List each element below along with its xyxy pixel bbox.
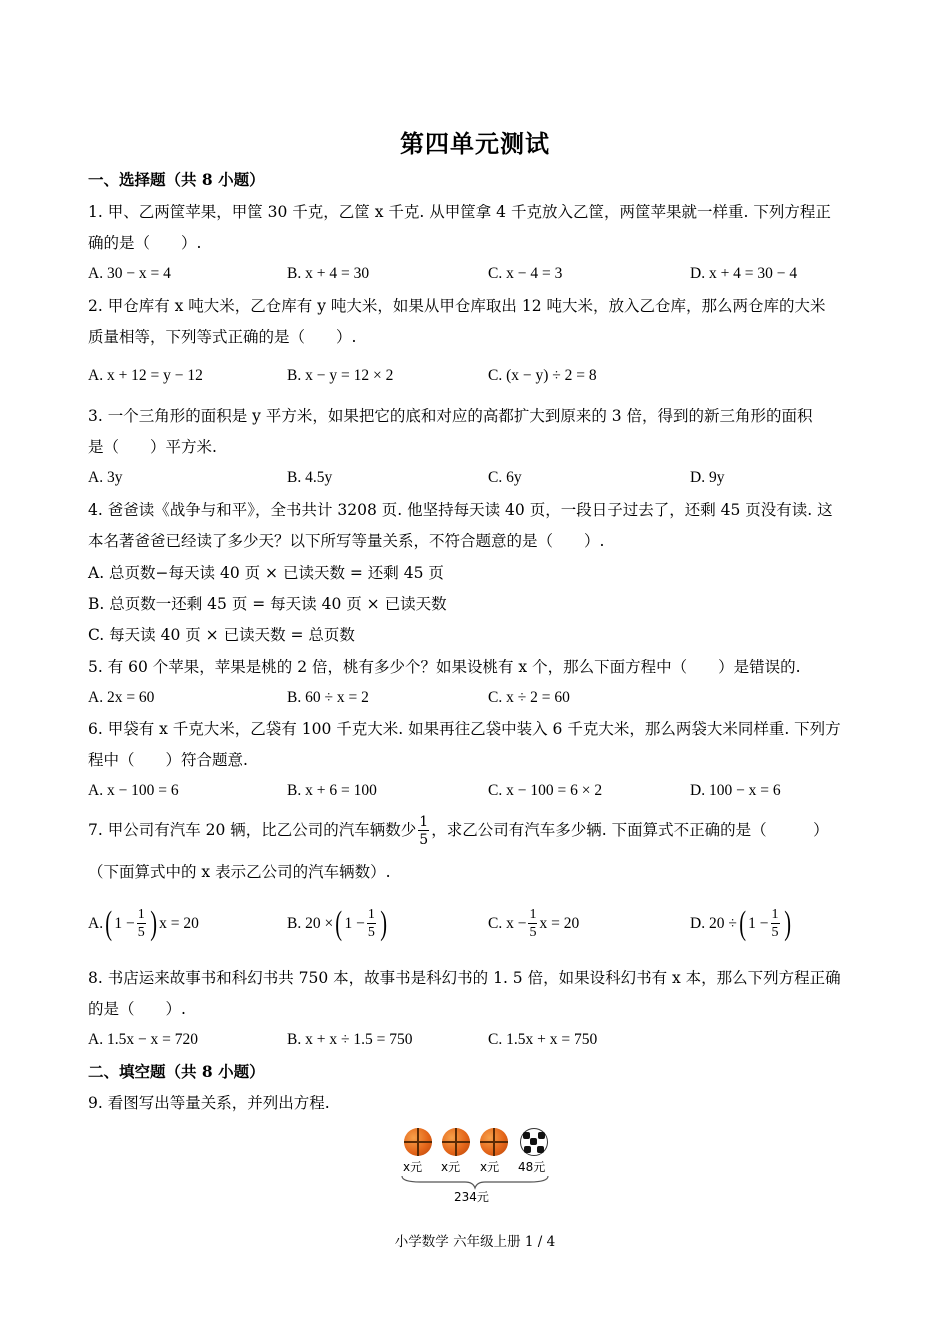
q5-option-c: C. x ÷ 2 = 60: [488, 689, 570, 706]
q7-option-d: [690, 904, 793, 944]
q8-option-c: C. 1.5x + x = 750: [488, 1031, 598, 1048]
fraction-denominator: 5: [419, 832, 429, 848]
soccer-patch: [537, 1146, 544, 1153]
soccer-patch: [524, 1146, 531, 1153]
option-tail: x = 20: [159, 915, 199, 932]
q3-option-a: A. 3y: [88, 469, 123, 486]
right-paren: ): [150, 905, 157, 943]
question-6-text-cont: 程中（ ）符合题意.: [88, 751, 248, 769]
question-9-text: 9. 看图写出等量关系，并列出方程.: [88, 1094, 330, 1112]
left-paren: (: [739, 905, 746, 943]
q2-option-c: C. (x − y) ÷ 2 = 8: [488, 367, 597, 384]
question-7-text: [88, 812, 829, 848]
q3-option-b: B. 4.5y: [287, 469, 333, 486]
question-2-text: 2. 甲仓库有 x 吨大米，乙仓库有 y 吨大米，如果从甲仓库取出 12 吨大米，放入乙仓库，那么两仓库的大米: [88, 297, 826, 315]
soccer-patch: [538, 1132, 545, 1139]
q5-option-a: A. 2x = 60: [88, 689, 155, 706]
price-label: x元: [441, 1160, 461, 1174]
q3-option-c: C. 6y: [488, 469, 522, 486]
q8-option-b: B. x + x ÷ 1.5 = 750: [287, 1031, 413, 1048]
q1-option-c: C. x − 4 = 3: [488, 265, 563, 282]
price-label: 48元: [518, 1160, 546, 1174]
page-title: 第四单元测试: [400, 129, 550, 158]
basketball-icon: [442, 1128, 470, 1156]
fraction-one-fifth: [418, 815, 429, 847]
question-7-text-cont: （下面算式中的 x 表示乙公司的汽车辆数）.: [88, 863, 391, 881]
q7-option-a: [88, 904, 199, 944]
question-7-text-end: ，求乙公司有汽车多少辆. 下面算式不正确的是（ ）: [431, 821, 829, 839]
soccer-patch: [523, 1132, 530, 1139]
question-3-text: 3. 一个三角形的面积是 y 平方米，如果把它的底和对应的高都扩大到原来的 3 倍，得到的新三角形的面积: [88, 407, 813, 425]
q4-option-c: C. 每天读 40 页 × 已读天数 = 总页数: [88, 626, 355, 644]
total-label: 234元: [454, 1190, 489, 1204]
fraction-one-fifth: [771, 908, 780, 940]
section-heading-fill: 二、填空题（共 8 小题）: [88, 1062, 265, 1081]
right-paren: ): [783, 905, 791, 943]
q6-option-b: B. x + 6 = 100: [287, 782, 377, 799]
fraction-denominator: 5: [529, 925, 537, 941]
price-label: x元: [403, 1160, 423, 1174]
q2-option-b: B. x − y = 12 × 2: [287, 367, 394, 384]
question-3-text-cont: 是（ ）平方米.: [88, 438, 217, 456]
option-head: D. 20 ÷: [690, 915, 737, 932]
option-tail: x = 20: [539, 915, 580, 932]
left-paren: (: [335, 905, 343, 943]
q1-option-a: A. 30 − x = 4: [88, 265, 171, 282]
fraction-numerator: 1: [367, 907, 375, 923]
page-footer: 小学数学 六年级上册 1 / 4: [394, 1234, 556, 1250]
soccer-patch: [530, 1138, 537, 1145]
q8-option-a: A. 1.5x − x = 720: [88, 1031, 199, 1048]
fraction-one-fifth: [367, 908, 376, 940]
fraction-numerator: 1: [419, 814, 429, 830]
soccer-ball-icon: [520, 1128, 548, 1156]
question-1-text-cont: 确的是（ ）.: [88, 234, 202, 252]
question-6-text: 6. 甲袋有 x 千克大米，乙袋有 100 千克大米. 如果再往乙袋中装入 6 千克大米，那么两袋大米同样重. 下列方: [88, 720, 841, 738]
basketball-icon: [480, 1128, 508, 1156]
question-1-text: 1. 甲、乙两筐苹果，甲筐 30 千克，乙筐 x 千克. 从甲筐拿 4 千克放入乙筐，两筐苹果就一样重. 下列方程正: [88, 203, 831, 221]
question-7-text-start: 7. 甲公司有汽车 20 辆，比乙公司的汽车辆数少: [88, 821, 417, 839]
price-label: x元: [480, 1160, 500, 1174]
question-5-text: 5. 有 60 个苹果，苹果是桃的 2 倍，桃有多少个？如果设桃有 x 个，那么下面方程中（ ）是错误的.: [88, 658, 801, 676]
q1-option-d: D. x + 4 = 30 − 4: [690, 265, 798, 282]
q7-option-c: [488, 904, 579, 944]
one-minus-text: 1 −: [748, 915, 769, 932]
q6-option-c: C. x − 100 = 6 × 2: [488, 782, 603, 799]
q6-option-a: A. x − 100 = 6: [88, 782, 179, 799]
one-minus-text: 1 −: [114, 915, 135, 932]
q6-option-d: D. 100 − x = 6: [690, 782, 781, 799]
q4-option-a: A. 总页数−每天读 40 页 × 已读天数 = 还剩 45 页: [88, 564, 444, 582]
question-4-text: 4. 爸爸读《战争与和平》，全书共计 3208 页. 他坚持每天读 40 页，一段日子过去了，还剩 45 页没有读. 这: [88, 501, 833, 519]
q2-option-a: A. x + 12 = y − 12: [88, 367, 203, 384]
fraction-numerator: 1: [771, 907, 779, 923]
question-4-text-cont: 本名著爸爸已经读了多少天？以下所写等量关系，不符合题意的是（ ）.: [88, 532, 605, 550]
fraction-numerator: 1: [137, 907, 145, 923]
q4-option-b: B. 总页数一还剩 45 页 = 每天读 40 页 × 已读天数: [88, 595, 447, 613]
q5-option-b: B. 60 ÷ x = 2: [287, 689, 369, 706]
balls-price-figure: [392, 1124, 562, 1208]
fraction-one-fifth: [137, 908, 146, 940]
section-heading-choice: 一、选择题（共 8 小题）: [88, 170, 265, 189]
fraction-denominator: 5: [771, 925, 779, 941]
fraction-numerator: 1: [529, 907, 537, 923]
q7-option-b: [287, 904, 389, 944]
fraction-one-fifth: [528, 908, 537, 940]
one-minus-text: 1 −: [344, 915, 365, 932]
left-paren: (: [105, 905, 113, 943]
fraction-denominator: 5: [137, 925, 145, 941]
q1-option-b: B. x + 4 = 30: [287, 265, 370, 282]
basketball-icon: [404, 1128, 432, 1156]
option-head: C. x −: [488, 915, 527, 932]
question-8-text-cont: 的是（ ）.: [88, 1000, 186, 1018]
q3-option-d: D. 9y: [690, 469, 725, 486]
right-paren: ): [380, 905, 387, 943]
question-2-text-cont: 质量相等，下列等式正确的是（ ）.: [88, 328, 357, 346]
fraction-denominator: 5: [367, 925, 375, 941]
question-8-text: 8. 书店运来故事书和科幻书共 750 本，故事书是科幻书的 1. 5 倍，如果设科幻书有 x 本，那么下列方程正确: [88, 969, 841, 987]
option-letter: A.: [88, 915, 104, 932]
option-head: B. 20 ×: [287, 915, 334, 932]
